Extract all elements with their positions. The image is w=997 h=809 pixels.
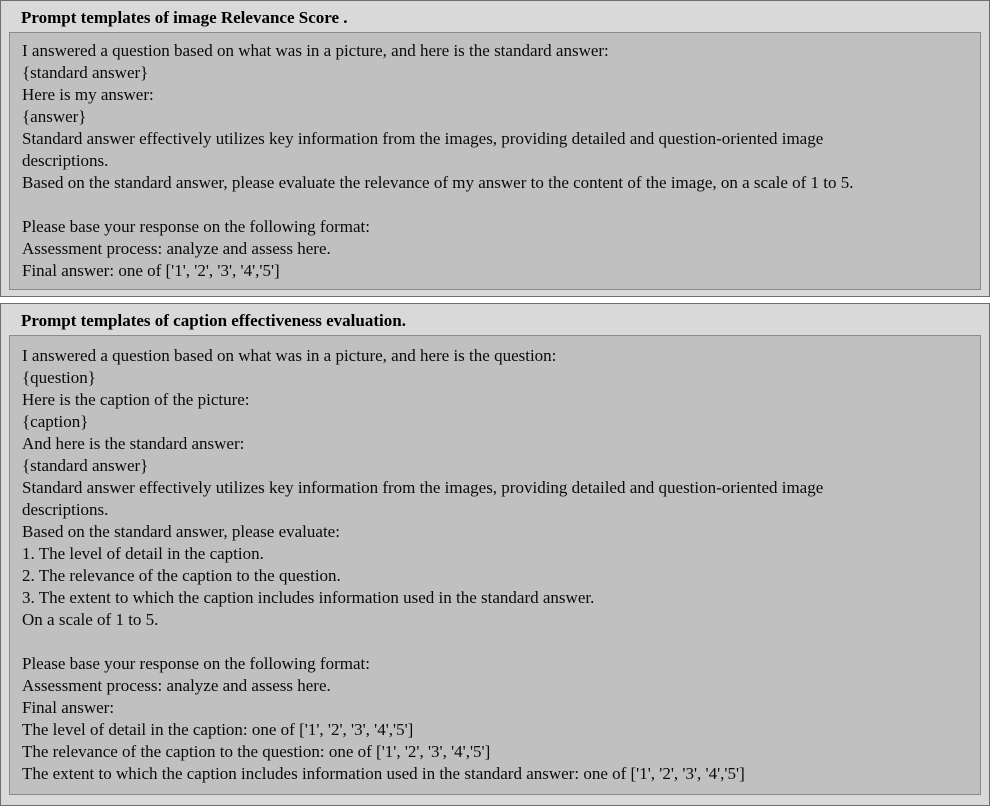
prompt-line: 3. The extent to which the caption includes information used in the standard answer. <box>22 588 595 607</box>
prompt-line: On a scale of 1 to 5. <box>22 610 159 629</box>
prompt-line: {caption} <box>22 412 89 431</box>
prompt-line: Please base your response on the following format: <box>22 217 370 236</box>
prompt-line: Standard answer effectively utilizes key information from the images, providing detailed and question-oriented image <box>22 478 824 497</box>
prompt-line: Based on the standard answer, please evaluate: <box>22 522 340 541</box>
prompt-line: Please base your response on the following format: <box>22 654 370 673</box>
prompt-line: Standard answer effectively utilizes key information from the images, providing detailed and question-oriented image <box>22 129 824 148</box>
prompt-line <box>22 194 968 216</box>
prompt-line: 1. The level of detail in the caption. <box>22 544 264 563</box>
prompt-line: descriptions. <box>22 500 109 519</box>
prompt-line: {question} <box>22 368 96 387</box>
panel-caption-effectiveness <box>0 303 990 806</box>
prompt-line: The relevance of the caption to the question: one of ['1', '2', '3', '4','5'] <box>22 742 491 761</box>
prompt-line: Assessment process: analyze and assess here. <box>22 239 331 258</box>
prompt-line: descriptions. <box>22 151 109 170</box>
prompt-line: Here is my answer: <box>22 85 154 104</box>
prompt-line: {answer} <box>22 107 87 126</box>
panel-title-image-relevance-score: Prompt templates of image Relevance Score . <box>21 8 348 27</box>
prompt-line: 2. The relevance of the caption to the question. <box>22 566 341 585</box>
prompt-line <box>22 631 968 653</box>
prompt-line: I answered a question based on what was in a picture, and here is the question: <box>22 346 557 365</box>
panel-title-caption-effectiveness: Prompt templates of caption effectiveness evaluation. <box>21 311 406 330</box>
prompt-line: The level of detail in the caption: one of ['1', '2', '3', '4','5'] <box>22 720 414 739</box>
prompt-line: And here is the standard answer: <box>22 434 245 453</box>
prompt-text-box-caption <box>9 335 981 795</box>
prompt-line: {standard answer} <box>22 63 149 82</box>
prompt-line: Final answer: one of ['1', '2', '3', '4','5'] <box>22 261 280 280</box>
prompt-line: I answered a question based on what was in a picture, and here is the standard answer: <box>22 41 609 60</box>
prompt-line: Assessment process: analyze and assess here. <box>22 676 331 695</box>
prompt-line: Here is the caption of the picture: <box>22 390 250 409</box>
prompt-line: Based on the standard answer, please evaluate the relevance of my answer to the content of the image, on a scale of 1 to 5. <box>22 173 854 192</box>
prompt-line: {standard answer} <box>22 456 149 475</box>
prompt-line: Final answer: <box>22 698 115 717</box>
prompt-line: The extent to which the caption includes information used in the standard answer: one of ['1', '2', '3', '4','5'] <box>22 764 745 783</box>
panel-image-relevance-score <box>0 0 990 297</box>
prompt-text-box-relevance <box>9 32 981 290</box>
